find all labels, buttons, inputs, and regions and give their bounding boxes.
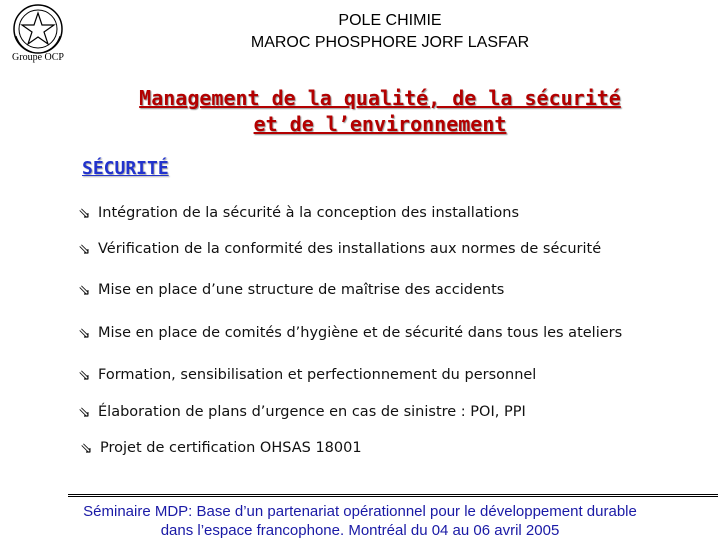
- footer-line-2: dans l’espace francophone. Montréal du 04 au 06 avril 2005: [160, 522, 560, 539]
- bullet-text: Élaboration de plans d’urgence en cas de sinistre : POI, PPI: [98, 404, 526, 420]
- arrow-bullet-icon: ⇘: [78, 281, 91, 299]
- footer-line-1: Séminaire MDP: Base d’un partenariat opérationnel pour le développement durable: [83, 503, 637, 520]
- bullet-item: [78, 281, 504, 299]
- bullet-text: Mise en place de comités d’hygiène et de sécurité dans tous les ateliers: [98, 325, 623, 341]
- footer-divider: [68, 494, 718, 497]
- bullet-text: Projet de certification OHSAS 18001: [100, 440, 362, 456]
- bullet-text: Mise en place d’une structure de maîtrise des accidents: [98, 282, 505, 298]
- bullet-item: [78, 366, 536, 384]
- section-heading: SÉCURITÉ: [82, 158, 169, 179]
- bullet-item: [78, 204, 519, 222]
- logo-caption: Groupe OCP: [12, 52, 64, 63]
- bullet-item: [80, 439, 362, 457]
- header-site: MAROC PHOSPHORE JORF LASFAR: [250, 34, 530, 51]
- bullet-item: [78, 324, 622, 342]
- bullet-text: Formation, sensibilisation et perfectionnement du personnel: [98, 367, 537, 383]
- arrow-bullet-icon: ⇘: [78, 324, 91, 342]
- header-organization: POLE CHIMIE: [338, 12, 442, 29]
- arrow-bullet-icon: ⇘: [80, 439, 93, 457]
- arrow-bullet-icon: ⇘: [78, 240, 91, 258]
- bullet-item: [78, 240, 601, 258]
- arrow-bullet-icon: ⇘: [78, 366, 91, 384]
- bullet-text: Intégration de la sécurité à la conception des installations: [98, 205, 520, 221]
- bullet-text: Vérification de la conformité des installations aux normes de sécurité: [98, 241, 602, 257]
- slide-title-line-1: Management de la qualité, de la sécurité: [139, 86, 621, 110]
- bullet-item: [78, 403, 526, 421]
- arrow-bullet-icon: ⇘: [78, 204, 91, 222]
- arrow-bullet-icon: ⇘: [78, 403, 91, 421]
- slide-title-line-2: et de l’environnement: [253, 112, 507, 136]
